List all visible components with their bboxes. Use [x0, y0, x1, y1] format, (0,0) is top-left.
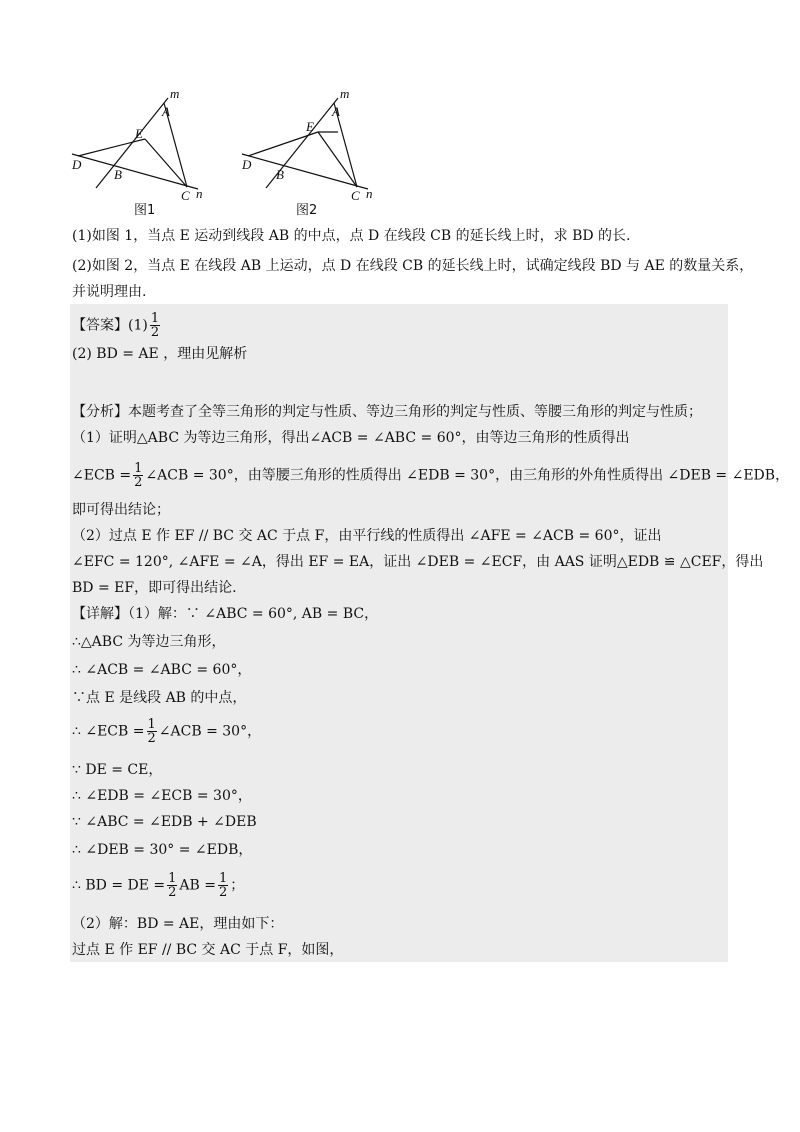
detail-ab: AB =	[179, 877, 217, 894]
fraction-denominator: 2	[150, 325, 160, 340]
question-2-line-1: (2)如图 2，当点 E 在线段 AB 上运动，点 D 在线段 CB 的延长线上时，试确定线段 BD 与 AE 的数量关系，	[72, 258, 754, 274]
analysis-line-4: 即可得出结论；	[72, 502, 170, 518]
detail-line-10-end: ；	[230, 877, 245, 894]
detail-line-2: ∴△ABC 为等边三角形，	[72, 634, 226, 650]
label-a-fig2: A	[332, 104, 340, 119]
detail-fraction-half	[147, 718, 157, 745]
answer-line-2: (2) BD = AE ，理由见解析	[72, 346, 248, 362]
question-2-line-2: 并说明理由.	[72, 284, 147, 300]
fraction-denominator: 2	[219, 885, 228, 900]
detail-ecb: ∴ ∠ECB =	[72, 723, 145, 740]
label-d-fig2: D	[242, 157, 252, 172]
label-c-fig1: C	[181, 188, 190, 203]
detail-bd-de: ∴ BD = DE =	[72, 877, 166, 894]
label-b-fig2: B	[276, 167, 284, 182]
label-n-fig1: n	[196, 186, 203, 201]
figure-1	[72, 98, 198, 189]
detail-fraction-1	[167, 872, 177, 899]
geometry-figures	[68, 86, 448, 226]
analysis-line-1: 【分析】本题考查了全等三角形的判定与性质、等边三角形的判定与性质、等腰三角形的判定与性质；	[72, 404, 702, 420]
label-e-fig2: E	[306, 119, 314, 134]
label-m-fig1: m	[170, 86, 180, 101]
analysis-line-6: ∠EFC = 120°, ∠AFE = ∠A，得出 EF = EA，证出 ∠DEB = ∠ECF，由 AAS 证明△EDB ≌ △CEF，得出	[72, 554, 764, 570]
detail-line-5-rest: ∠ACB = 30°，	[158, 723, 262, 740]
answer-fraction	[150, 312, 160, 339]
label-n-fig2: n	[366, 186, 373, 201]
detail-line-3: ∴ ∠ACB = ∠ABC = 60°，	[72, 662, 252, 678]
fraction-numerator: 1	[147, 717, 156, 732]
detail-line-1: 【详解】（1）解：∵ ∠ABC = 60°, AB = BC，	[72, 606, 379, 622]
analysis-fraction	[133, 462, 143, 489]
line-m-fig1	[96, 98, 168, 188]
label-c-fig2: C	[351, 188, 360, 203]
segment-ec-fig2	[318, 132, 357, 187]
segment-ed-fig1	[78, 139, 145, 156]
fraction-denominator: 2	[134, 475, 143, 490]
fraction-numerator: 1	[168, 871, 177, 886]
answer-line-1	[72, 312, 732, 339]
detail-line-5	[72, 718, 732, 745]
figures-area	[68, 86, 448, 226]
answer-label: 【答案】(1)	[72, 317, 148, 334]
figure-2	[242, 98, 368, 189]
analysis-ecb: ∠ECB =	[72, 467, 132, 484]
label-a-fig1: A	[162, 104, 170, 119]
segment-ed-fig2	[248, 132, 318, 156]
label-m-fig2: m	[340, 86, 350, 101]
label-d-fig1: D	[72, 157, 82, 172]
detail-line-12: 过点 E 作 EF // BC 交 AC 于点 F，如图，	[72, 942, 344, 958]
fraction-numerator: 1	[150, 311, 160, 326]
fraction-numerator: 1	[134, 461, 143, 476]
detail-line-7: ∴ ∠EDB = ∠ECB = 30°，	[72, 788, 252, 804]
fraction-denominator: 2	[147, 731, 156, 746]
analysis-line-3-rest: ∠ACB = 30°，由等腰三角形的性质得出 ∠EDB = 30°，由三角形的外角性质得出 ∠DEB = ∠EDB，	[145, 467, 790, 484]
caption-fig2: 图2	[296, 203, 318, 218]
analysis-line-2: （1）证明△ABC 为等边三角形，得出∠ACB = ∠ABC = 60°，由等边三角形的性质得出	[72, 430, 630, 446]
detail-line-4: ∵点 E 是线段 AB 的中点，	[72, 690, 247, 706]
detail-line-6: ∵ DE = CE，	[72, 762, 163, 778]
analysis-line-5: （2）过点 E 作 EF // BC 交 AC 于点 F，由平行线的性质得出 ∠AFE = ∠ACB = 60°，证出	[72, 528, 662, 544]
fraction-numerator: 1	[219, 871, 228, 886]
fraction-denominator: 2	[168, 885, 177, 900]
label-b-fig1: B	[114, 167, 122, 182]
analysis-line-3	[72, 461, 790, 490]
detail-fraction-2	[218, 872, 228, 899]
detail-line-10	[72, 872, 732, 899]
analysis-line-7: BD = EF，即可得出结论.	[72, 580, 237, 596]
detail-line-11: （2）解：BD = AE，理由如下：	[72, 916, 284, 932]
caption-fig1: 图1	[134, 203, 156, 218]
question-1: (1)如图 1，当点 E 运动到线段 AB 的中点，点 D 在线段 CB 的延长线上时，求 BD 的长.	[72, 228, 631, 244]
detail-line-8: ∵ ∠ABC = ∠EDB + ∠DEB	[72, 814, 257, 830]
detail-line-9: ∴ ∠DEB = 30° = ∠EDB，	[72, 842, 253, 858]
label-e-fig1: E	[135, 126, 143, 141]
